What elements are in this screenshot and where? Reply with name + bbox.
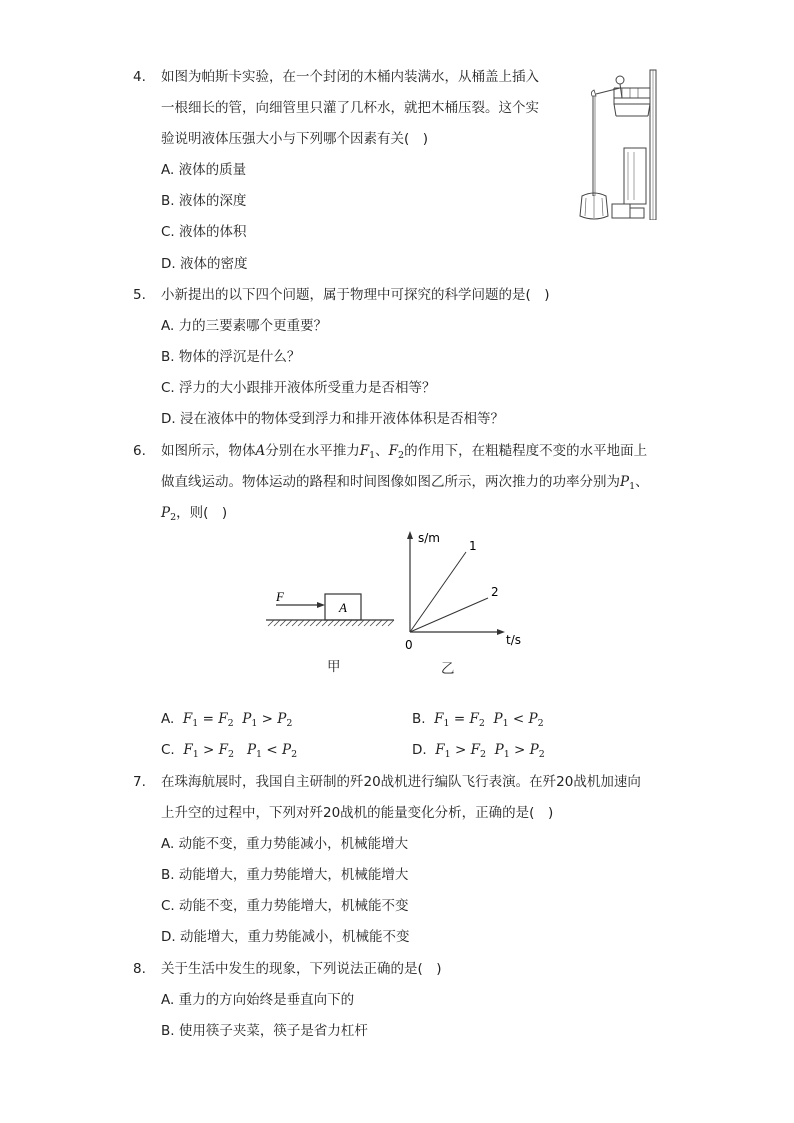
series-label-2: 2 [491,585,499,599]
block-label: A [339,600,347,615]
option-d: D. 动能增大，重力势能减小，机械能不变 [161,929,410,945]
y-axis-label: s/m [418,531,440,545]
origin-label: 0 [405,638,413,652]
question-number: 6. [133,443,146,459]
question-number: 5. [133,287,146,303]
option-a: A. 动能不变，重力势能减小，机械能增大 [161,836,409,852]
text-segment: ，则( ) [176,505,228,521]
option-c: C. 动能不变，重力势能增大，机械能不变 [161,898,409,914]
option-a: A. 重力的方向始终是垂直向下的 [161,992,355,1008]
series-label-1: 1 [469,539,477,553]
question-text: 上升空的过程中，下列对歼20战机的能量变化分析，正确的是( ) [161,805,554,821]
text-segment: 分别在水平推力 [265,443,360,459]
question-text: 关于生活中发生的现象，下列说法正确的是( ) [161,961,442,977]
option-b: B. 液体的深度 [161,193,247,209]
text-segment: 如图所示，物体 [161,443,256,459]
question-text: 小新提出的以下四个问题，属于物理中可探究的科学问题的是( ) [161,287,550,303]
question-number: 4. [133,69,146,85]
math-symbol: A [255,443,266,459]
force-label: F [276,589,284,604]
option-b: B. $F_1 = F_2$ $P_1 < P_2$ [412,711,544,729]
option-b: B. 动能增大，重力势能增大，机械能增大 [161,867,409,883]
option-letter: C. [161,742,175,758]
option-d: D. 浸在液体中的物体受到浮力和排开液体体积是否相等？ [161,411,504,427]
question-number: 7. [133,774,146,790]
option-a: A. $F_1 = F_2$ $P_1 > P_2$ [161,711,293,729]
option-letter: D. [412,742,427,758]
question-text: 验说明液体压强大小与下列哪个因素有关( ) [161,131,429,147]
option-a: A. 力的三要素哪个更重要？ [161,318,328,334]
option-d: D. 液体的密度 [161,256,248,272]
option-a: A. 液体的质量 [161,162,247,178]
math-f2: $F_2$ [388,443,405,461]
question-text: 如图为帕斯卡实验，在一个封闭的木桶内装满水，从桶盖上插入 [161,69,539,85]
option-c: C. 液体的体积 [161,224,247,240]
ground-hatching [268,620,394,626]
math-p1: $P_1$ [620,474,636,492]
figure-caption-right: 乙 [441,661,455,677]
option-d: D. $F_1 > F_2$ $P_1 > P_2$ [412,742,545,760]
option-c: C. $F_1 > F_2$ $P_1 < P_2$ [161,742,298,760]
text-segment: 的作用下，在粗糙程度不变的水平地面上 [404,443,648,459]
question-text [161,504,227,527]
question-text: 一根细长的管，向细管里只灌了几杯水，就把木桶压裂。这个实 [161,100,539,116]
option-b: B. 物体的浮沉是什么？ [161,349,301,365]
question-text: 做直线运动。物体运动的路程和时间图像如图乙所示，两次推力的功率分别为$P_1$、 [161,474,649,492]
question-number: 8. [133,961,146,977]
pascal-barrel-illustration [570,68,660,220]
x-arrow-icon [497,629,505,635]
option-c: C. 浮力的大小跟排开液体所受重力是否相等？ [161,380,436,396]
option-letter: A. [161,711,175,727]
figure-caption-left: 甲 [327,659,341,675]
question-text: 如图所示，物体A分别在水平推力$F_1$、$F_2$的作用下，在粗糙程度不变的水平地面上 [161,443,648,461]
question-text: 在珠海航展时，我国自主研制的歼20战机进行编队飞行表演。在歼20战机加速向 [161,774,641,790]
option-b: B. 使用筷子夹菜，筷子是省力杠杆 [161,1023,368,1039]
option-letter: B. [412,711,426,727]
y-arrow-icon [407,531,413,539]
math-p2: $P_2$ [161,505,177,523]
arrow-head-icon [317,602,325,608]
x-axis-label: t/s [506,633,521,647]
text-segment: 做直线运动。物体运动的路程和时间图像如图乙所示，两次推力的功率分别为 [161,474,620,490]
force-and-graph-figure [262,528,538,676]
math-f1: $F_1$ [359,443,376,461]
